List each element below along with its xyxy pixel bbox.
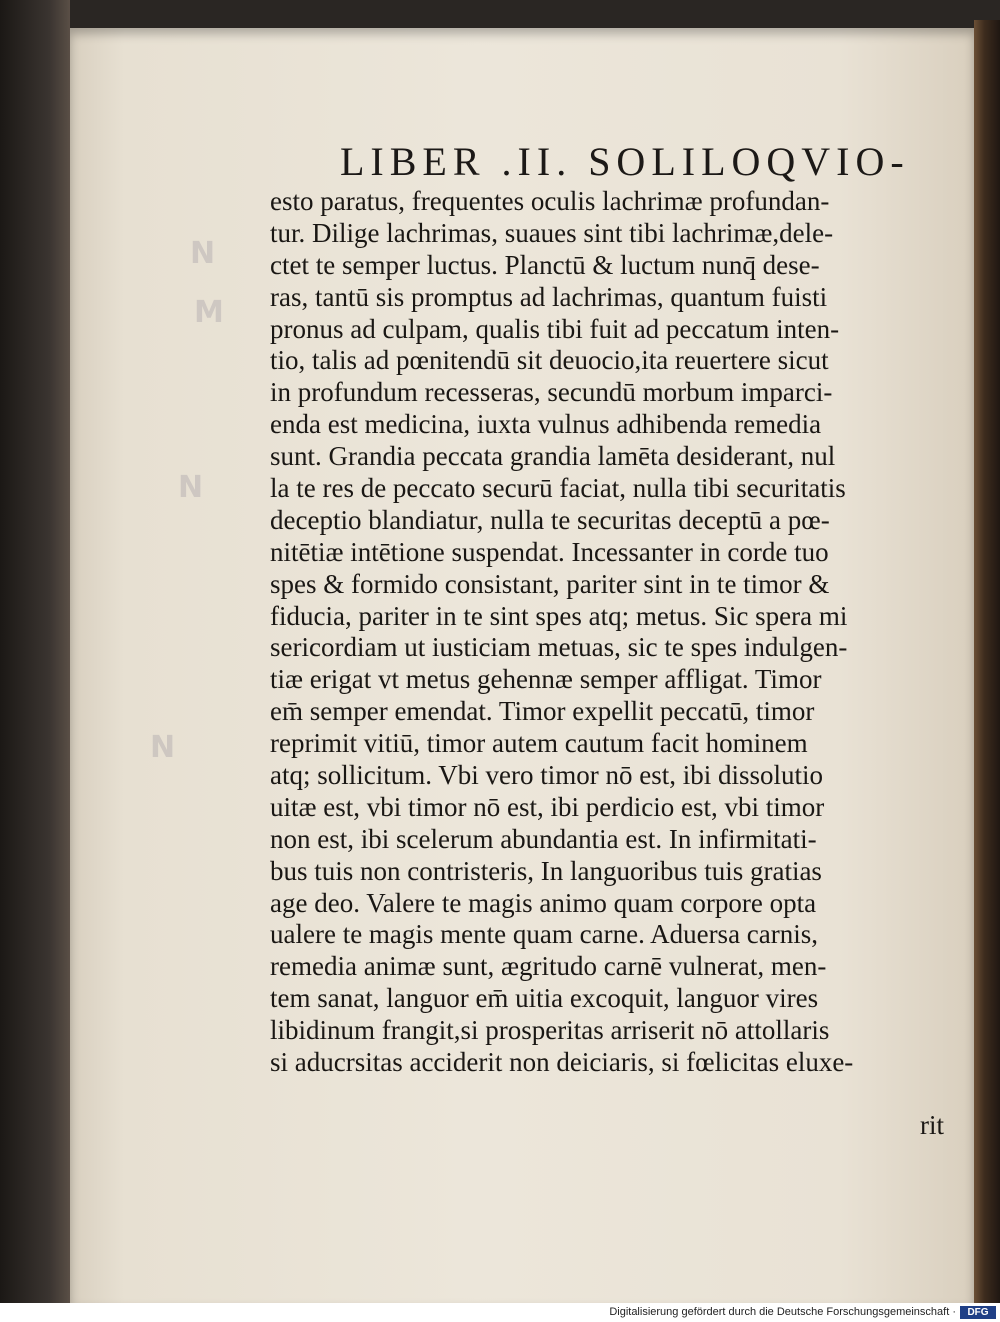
text-line: uitæ est, vbi timor nō est, ibi perdicio est, vbi timor bbox=[270, 791, 825, 822]
book-edge bbox=[974, 20, 1000, 1303]
text-line: deceptio blandiatur, nulla te securitas deceptū a pœ- bbox=[270, 504, 830, 535]
text-line: reprimit vitiū, timor autem cautum facit hominem bbox=[270, 728, 808, 759]
text-line: tem sanat, languor em̄ uitia excoquit, languor vires bbox=[270, 983, 819, 1014]
text-line: tio, talis ad pœnitendū sit deuocio,ita reuertere sicut bbox=[270, 345, 829, 376]
text-line: spes & formido consistant, pariter sint in te timor & bbox=[270, 568, 830, 599]
margin-stamp-mark: M bbox=[194, 295, 224, 330]
text-line: sunt. Grandia peccata grandia lamēta desiderant, nul bbox=[270, 441, 836, 472]
footer-bar bbox=[0, 1303, 1000, 1322]
text-line: esto paratus, frequentes oculis lachrimæ profundan- bbox=[270, 186, 830, 216]
text-line: tiæ erigat vt metus gehennæ semper affligat. Timor bbox=[270, 664, 822, 695]
text-line: ras, tantū sis promptus ad lachrimas, quantum fuisti bbox=[270, 281, 828, 312]
text-line: nitētiæ intētione suspendat. Incessanter in corde tuo bbox=[270, 536, 829, 567]
text-line: em̄ semper emendat. Timor expellit peccatū, timor bbox=[270, 696, 815, 727]
running-head: LIBER .II. SOLILOQVIO- bbox=[340, 139, 910, 184]
catchword: rit bbox=[920, 1110, 944, 1140]
text-line: ctet te semper luctus. Planctū & luctum nunq̄ dese- bbox=[270, 249, 820, 280]
margin-stamp-mark: N bbox=[178, 470, 204, 505]
text-line: non est, ibi scelerum abundantia est. In infirmitati- bbox=[270, 823, 817, 854]
text-line: in profundum recesseras, secundū morbum imparci- bbox=[270, 377, 833, 408]
funding-credit: Digitalisierung gefördert durch die Deutsche Forschungsgemeinschaft · bbox=[609, 1306, 956, 1318]
text-line: age deo. Valere te magis animo quam corpore opta bbox=[270, 887, 817, 918]
text-line: enda est medicina, iuxta vulnus adhibenda remedia bbox=[270, 409, 822, 440]
text-line: atq; sollicitum. Vbi vero timor nō est, ibi dissolutio bbox=[270, 760, 823, 791]
text-line: tur. Dilige lachrimas, suaues sint tibi lachrimæ,dele- bbox=[270, 217, 834, 248]
text-line: la te res de peccato securū faciat, nulla tibi securitatis bbox=[270, 473, 846, 504]
text-line: libidinum frangit,si prosperitas arriserit nō attollaris bbox=[270, 1015, 830, 1046]
text-line: fiducia, pariter in te sint spes atq; metus. Sic spera mi bbox=[270, 600, 848, 631]
text-line: bus tuis non contristeris, In languoribus tuis gratias bbox=[270, 855, 822, 886]
page-body-text bbox=[270, 186, 960, 1079]
text-line: si aducrsitas acciderit non deiciaris, si fœlicitas eluxe- bbox=[270, 1047, 854, 1078]
margin-stamp-mark: N bbox=[190, 236, 216, 271]
dfg-logo[interactable]: DFG bbox=[960, 1306, 996, 1319]
binding-shadow bbox=[0, 0, 70, 1303]
margin-stamp-mark: N bbox=[150, 730, 176, 765]
text-line: remedia animæ sunt, ægritudo carnē vulnerat, men- bbox=[270, 951, 827, 982]
text-line: sericordiam ut iusticiam metuas, sic te spes indulgen- bbox=[270, 632, 848, 663]
text-line: pronus ad culpam, qualis tibi fuit ad peccatum inten- bbox=[270, 313, 840, 344]
text-line: ualere te magis mente quam carne. Aduersa carnis, bbox=[270, 919, 819, 950]
